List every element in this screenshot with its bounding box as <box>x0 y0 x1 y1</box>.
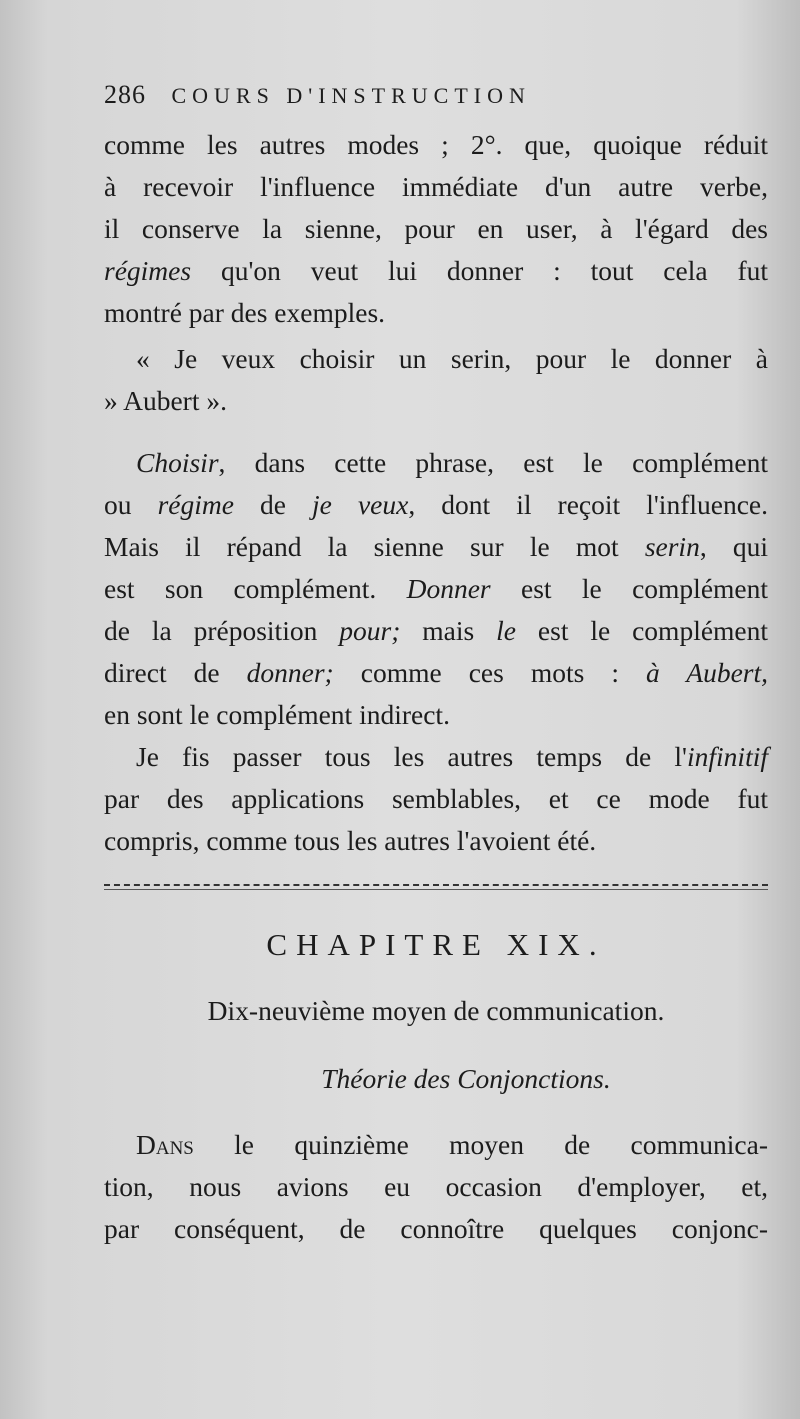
chapter-title: CHAPITRE XIX. <box>266 927 606 962</box>
text-line: de la préposition pour; mais le est le complément <box>104 615 769 646</box>
text-line: Mais il répand la sienne sur le mot serin, qui <box>104 531 768 562</box>
running-title: COURS D'INSTRUCTION <box>171 83 531 108</box>
text-line: à recevoir l'influence immédiate d'un autre verbe, <box>104 171 768 202</box>
example-line: « Je veux choisir un serin, pour le donner à <box>136 343 768 374</box>
text-line: tion, nous avions eu occasion d'employer, et, <box>104 1171 768 1202</box>
text-line: est son complément. Donner est le complément <box>104 573 769 604</box>
text-line: direct de donner; comme ces mots : à Aubert, <box>104 657 769 688</box>
text-line: comme les autres modes ; 2°. que, quoique réduit <box>104 129 768 160</box>
chapter-subtitle: Dix-neuvième moyen de communication. <box>207 995 665 1026</box>
text-line: il conserve la sienne, pour en user, à l'égard des <box>104 213 768 244</box>
running-header <box>104 78 768 113</box>
section-divider <box>104 884 768 890</box>
text-line: compris, comme tous les autres l'avoient été. <box>104 825 597 856</box>
text-line: Choisir, dans cette phrase, est le complément <box>136 447 768 478</box>
text-line: par conséquent, de connoître quelques conjonc- <box>104 1213 768 1244</box>
example-line: » Aubert ». <box>104 385 227 416</box>
text-line: Dans le quinzième moyen de communica- <box>136 1129 768 1160</box>
text-line: par des applications semblables, et ce mode fut <box>104 783 768 814</box>
text-line: montré par des exemples. <box>104 297 386 328</box>
text-line: Je fis passer tous les autres temps de l'infinitif <box>136 741 768 772</box>
italic-word: régimes <box>104 255 192 286</box>
text-line: régimes qu'on veut lui donner : tout cela fut <box>104 255 768 286</box>
text-line: ou régime de je veux, dont il reçoit l'influence. <box>104 489 768 520</box>
page-number: 286 <box>104 80 146 109</box>
section-title: Théorie des Conjonctions. <box>321 1063 611 1094</box>
text-line: en sont le complément indirect. <box>104 699 450 730</box>
drop-word: Dans <box>136 1129 194 1160</box>
